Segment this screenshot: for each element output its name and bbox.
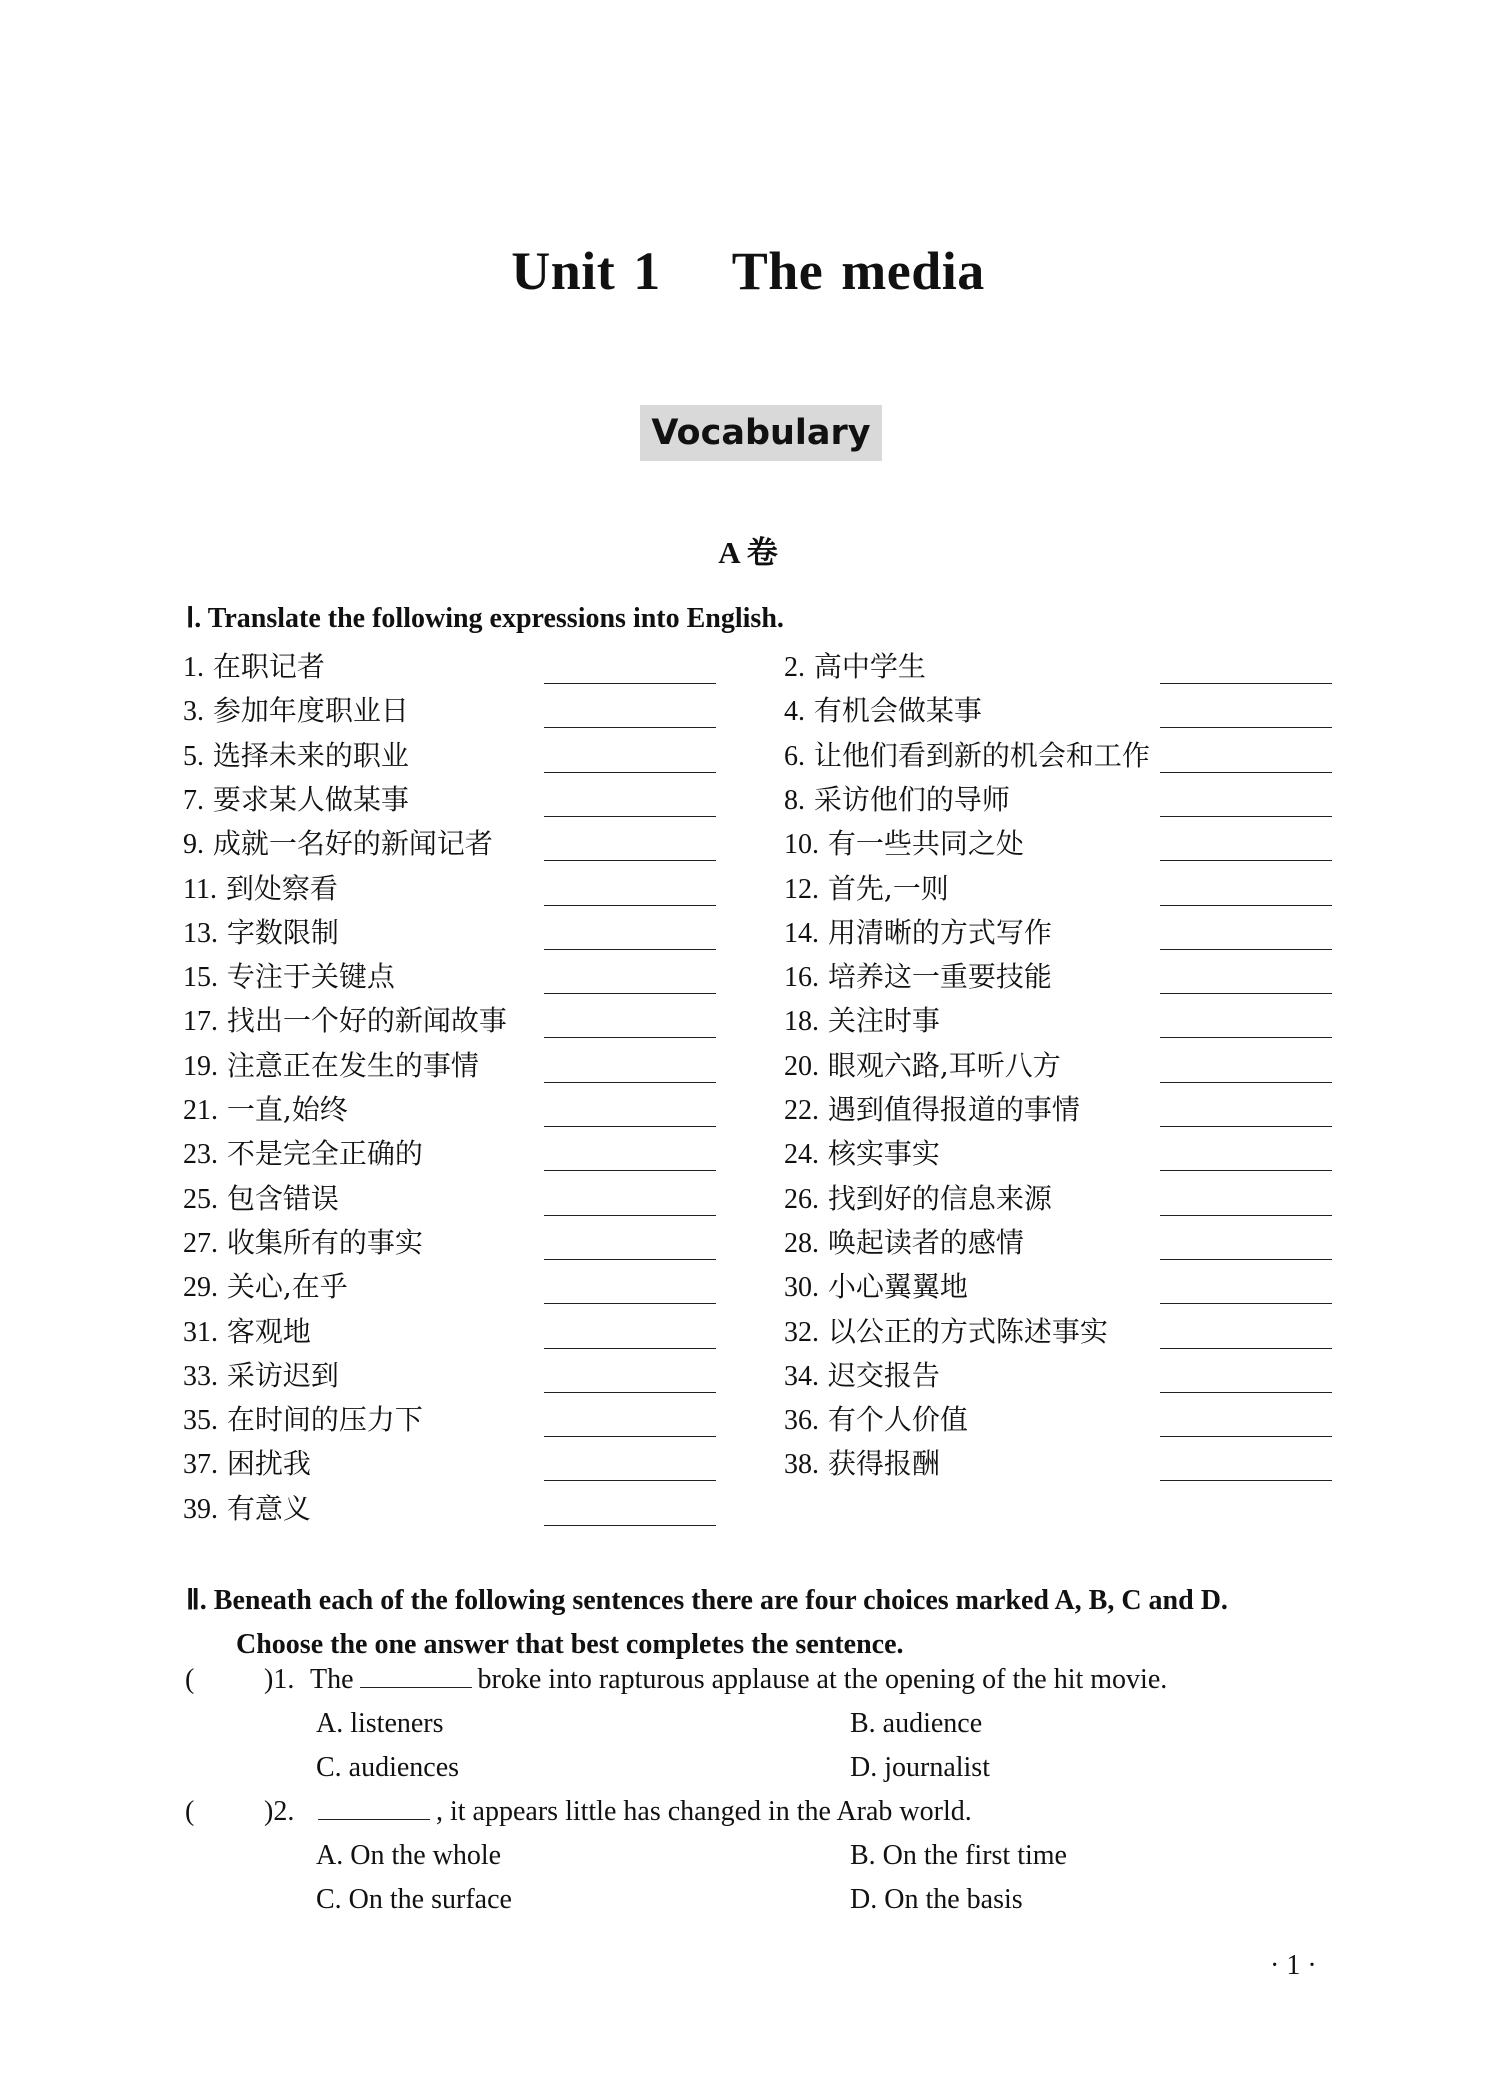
option-2c[interactable]: C. On the surface [316,1884,512,1915]
vocab-item-number: 24. [784,1139,819,1171]
vocab-item-number: 15. [183,962,218,994]
part2-heading-line2: Choose the one answer that best completes the sentence. [236,1629,904,1660]
vocab-item [183,869,338,909]
question-stem-2-after: , it appears little has changed in the Arab world. [436,1796,972,1827]
vocab-item-number: 12. [784,873,819,905]
vocab-item-number: 30. [784,1272,819,1304]
vocab-item [183,736,409,776]
question-number-1: )1. [264,1664,295,1695]
answer-blank-line[interactable] [544,772,716,773]
vocab-item [784,913,1052,953]
vocab-item-text: 培养这一重要技能 [827,960,1052,994]
vocab-item-text: 到处察看 [225,871,338,905]
vocab-item-text: 唤起读者的感情 [827,1225,1024,1259]
answer-blank-line[interactable] [1160,1348,1332,1349]
answer-blank-line[interactable] [1160,816,1332,817]
vocab-item [183,1090,348,1130]
vocab-item-text: 迟交报告 [827,1358,940,1392]
vocab-item-number: 28. [784,1227,819,1259]
question-stem-1-after: broke into rapturous applause at the opening of the hit movie. [477,1664,1168,1695]
vocab-item [183,957,395,997]
vocab-item [183,1356,339,1396]
vocab-item [183,1001,507,1041]
part1-heading: Ⅰ. Translate the following expressions into English. [186,603,784,634]
vocab-item [784,824,1024,864]
vocab-item-number: 14. [784,917,819,949]
vocab-item [784,957,1052,997]
vocab-item-text: 参加年度职业日 [212,694,409,728]
vocab-item-text: 注意正在发生的事情 [226,1048,479,1082]
vocab-item-text: 包含错误 [226,1181,339,1215]
vocab-item-text: 小心翼翼地 [827,1270,968,1304]
answer-blank-line[interactable] [544,905,716,906]
answer-blank-line[interactable] [1160,1480,1332,1481]
answer-paren-open-2: ( [185,1796,195,1827]
answer-blank-line[interactable] [544,816,716,817]
vocab-item-number: 10. [784,829,819,861]
vocab-item-text: 用清晰的方式写作 [827,915,1052,949]
vocab-item-number: 18. [784,1006,819,1038]
answer-blank-line[interactable] [1160,1126,1332,1127]
answer-blank-1 [360,1661,472,1688]
answer-blank-line[interactable] [1160,905,1332,906]
vocab-item-text: 核实事实 [827,1137,940,1171]
vocab-item [183,1134,423,1174]
answer-blank-line[interactable] [1160,1303,1332,1304]
vocab-item-text: 高中学生 [813,650,926,683]
answer-blank-line[interactable] [544,1436,716,1437]
answer-blank-line[interactable] [544,860,716,861]
option-1b[interactable]: B. audience [850,1708,983,1739]
vocab-item-text: 找出一个好的新闻故事 [226,1004,507,1038]
vocab-item-number: 39. [183,1493,218,1525]
vocab-item-number: 11. [183,873,217,905]
vocabulary-list [0,647,1496,1547]
vocab-item [183,780,409,820]
vocab-item [183,647,325,687]
vocab-item-text: 以公正的方式陈述事实 [827,1314,1108,1348]
answer-blank-line[interactable] [544,1082,716,1083]
vocab-item-text: 困扰我 [226,1447,311,1481]
answer-blank-2 [318,1793,430,1820]
vocab-item-number: 23. [183,1139,218,1171]
vocab-item [784,1444,940,1484]
vocab-item-text: 专注于关键点 [226,960,395,994]
vocab-item-text: 一直,始终 [226,1093,348,1126]
vocab-item-number: 29. [183,1272,218,1304]
vocab-item [784,1179,1052,1219]
vocab-item-number: 7. [183,784,204,816]
vocab-item [784,1400,968,1440]
vocab-item-text: 采访他们的导师 [813,782,1010,816]
answer-blank-line[interactable] [544,1126,716,1127]
vocab-item [183,1267,348,1307]
vocab-item [183,1444,311,1484]
vocab-item-text: 眼观六路,耳听八方 [827,1048,1061,1082]
vocab-item-text: 在时间的压力下 [226,1403,423,1437]
answer-blank-line[interactable] [1160,860,1332,861]
vocab-item-text: 遇到值得报道的事情 [827,1093,1080,1126]
answer-blank-line[interactable] [1160,1392,1332,1393]
vocab-item-number: 5. [183,740,204,772]
vocab-item-number: 27. [183,1227,218,1259]
answer-blank-line[interactable] [544,949,716,950]
vocabulary-badge-label: Vocabulary [651,413,871,453]
vocab-item [183,1179,339,1219]
vocab-item-number: 20. [784,1050,819,1082]
vocab-item-number: 8. [784,784,805,816]
vocab-item-number: 22. [784,1095,819,1126]
vocab-item-text: 要求某人做某事 [212,782,409,816]
vocab-item-number: 33. [183,1360,218,1392]
vocab-item-text: 选择未来的职业 [212,738,409,772]
answer-blank-line[interactable] [1160,1436,1332,1437]
question-stem-2 [310,1792,972,1832]
vocab-item-number: 36. [784,1405,819,1437]
answer-blank-line[interactable] [1160,1215,1332,1216]
vocab-item-number: 31. [183,1316,218,1348]
vocab-item-text: 客观地 [226,1314,311,1348]
vocab-item [183,1489,311,1529]
vocab-item-number: 32. [784,1316,819,1348]
answer-blank-line[interactable] [1160,727,1332,728]
vocab-item [784,1090,1080,1130]
vocab-item [183,1046,479,1086]
vocab-item-number: 2. [784,652,805,683]
answer-blank-line[interactable] [544,1480,716,1481]
vocab-item-number: 21. [183,1095,218,1126]
answer-blank-line[interactable] [544,1348,716,1349]
vocab-item-text: 不是完全正确的 [226,1137,423,1171]
answer-blank-line[interactable] [1160,993,1332,994]
vocab-item-number: 26. [784,1183,819,1215]
section-label: A 卷 [718,535,778,570]
vocab-item [183,1223,423,1263]
option-1c[interactable]: C. audiences [316,1752,460,1783]
vocab-item-text: 有意义 [226,1491,311,1525]
answer-blank-line[interactable] [544,1215,716,1216]
answer-blank-line[interactable] [1160,1082,1332,1083]
vocab-item-text: 有个人价值 [827,1403,968,1437]
question-number-2: )2. [264,1796,295,1827]
vocab-item [183,824,493,864]
vocab-item-text: 收集所有的事实 [226,1225,423,1259]
vocab-item [183,691,409,731]
vocab-item-number: 6. [784,740,805,772]
vocab-item [784,1356,940,1396]
option-1d[interactable]: D. journalist [850,1752,990,1783]
answer-blank-line[interactable] [544,1170,716,1171]
answer-blank-line[interactable] [544,993,716,994]
page-number: · 1 · [1270,1950,1317,1981]
vocab-item-text: 有机会做某事 [813,694,982,728]
vocab-item-text: 首先,一则 [827,871,949,905]
answer-blank-line[interactable] [544,1037,716,1038]
option-2a[interactable]: A. On the whole [316,1840,502,1871]
part2-heading [186,1579,1346,1667]
vocab-item-number: 19. [183,1050,218,1082]
vocab-item-number: 4. [784,696,805,728]
vocab-item [784,691,982,731]
vocab-item-text: 获得报酬 [827,1447,940,1481]
answer-paren-open-1: ( [185,1664,195,1695]
vocab-item [784,1312,1108,1352]
question-stem-1 [310,1660,1167,1700]
vocab-item-text: 字数限制 [226,915,339,949]
answer-blank-line[interactable] [1160,1037,1332,1038]
vocab-item-number: 25. [183,1183,218,1215]
option-2d[interactable]: D. On the basis [850,1884,1023,1915]
vocab-item-number: 3. [183,696,204,728]
vocab-item [784,1001,940,1041]
answer-blank-line[interactable] [1160,683,1332,684]
vocab-item-number: 9. [183,829,204,861]
vocab-item-number: 1. [183,652,204,683]
answer-blank-line[interactable] [544,1392,716,1393]
vocab-item [784,736,1150,776]
vocab-item-text: 关心,在乎 [226,1270,348,1304]
vocab-item [784,1134,940,1174]
vocab-item-number: 34. [784,1360,819,1392]
option-1a[interactable]: A. listeners [316,1708,444,1739]
vocab-item [183,1400,423,1440]
answer-blank-line[interactable] [1160,1170,1332,1171]
vocab-item-number: 35. [183,1405,218,1437]
vocab-item-text: 成就一名好的新闻记者 [212,827,493,861]
vocab-item [784,1267,968,1307]
vocab-item-number: 16. [784,962,819,994]
part2-heading-line1: Ⅱ. Beneath each of the following sentences there are four choices marked A, B, C and D. [186,1585,1228,1616]
vocab-item-text: 采访迟到 [226,1358,339,1392]
vocab-item-text: 让他们看到新的机会和工作 [813,738,1150,772]
unit-title: Unit 1 The media [511,241,985,301]
vocab-item-number: 37. [183,1449,218,1481]
vocab-item [784,869,949,909]
vocab-item [183,913,339,953]
vocab-item [784,647,926,687]
vocab-item-number: 17. [183,1006,218,1038]
answer-blank-line[interactable] [544,727,716,728]
vocab-item [784,1046,1061,1086]
vocab-item-number: 38. [784,1449,819,1481]
vocab-item-text: 找到好的信息来源 [827,1181,1052,1215]
answer-blank-line[interactable] [544,1259,716,1260]
answer-blank-line[interactable] [544,1303,716,1304]
vocab-item-text: 有一些共同之处 [827,827,1024,861]
question-stem-1-before: The [310,1664,354,1695]
vocab-item [183,1312,311,1352]
vocab-item [784,1223,1024,1263]
vocabulary-badge [640,405,882,461]
answer-blank-line[interactable] [1160,772,1332,773]
vocab-item-number: 13. [183,917,218,949]
answer-blank-line[interactable] [544,1525,716,1526]
answer-blank-line[interactable] [1160,949,1332,950]
option-2b[interactable]: B. On the first time [850,1840,1067,1871]
vocab-item [784,780,1010,820]
answer-blank-line[interactable] [1160,1259,1332,1260]
vocab-item-text: 关注时事 [827,1004,940,1038]
answer-blank-line[interactable] [544,683,716,684]
vocab-item-text: 在职记者 [212,650,325,683]
